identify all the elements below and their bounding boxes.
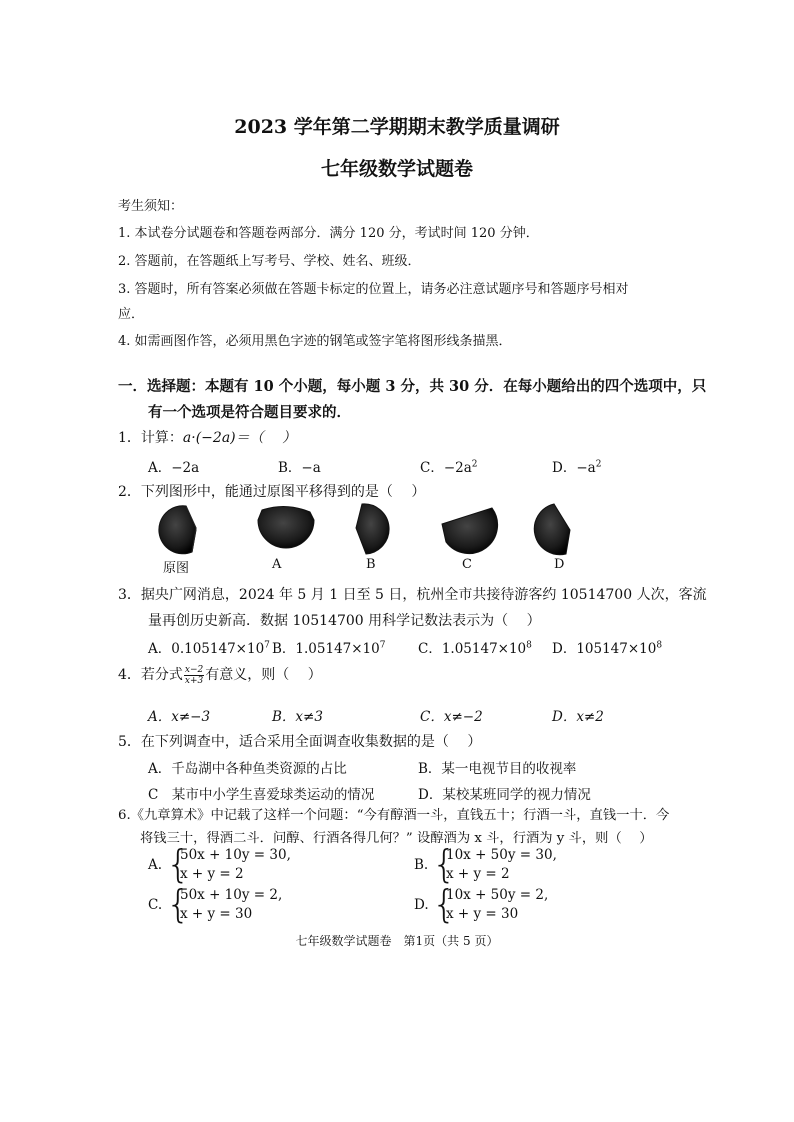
- q3-option-d: D．$105147\times 10^8$: [552, 640, 663, 657]
- notice-heading: 考生须知：: [118, 199, 184, 214]
- question-5-stem: 5．在下列调查中，适合采用全面调查收集数据的是（ ）: [118, 734, 482, 750]
- notice-item: 4. 如需画图作答，必须用黑色字迹的钢笔或签字笔将图形线条描黑．: [118, 334, 512, 349]
- q3-option-c: C．$1.05147\times 10^8$: [418, 640, 532, 657]
- section-heading-cont: 有一个选项是符合题目要求的．: [148, 404, 351, 421]
- notice-item: 应．: [118, 307, 145, 322]
- q6-option-d-eq1: 10x + 50y = 2,: [446, 887, 549, 903]
- q1-option-b: B．−a: [278, 460, 321, 476]
- fraction: $\frac{x-2}{x+3}$: [184, 664, 204, 686]
- q6-option-c-eq2: x + y = 30: [180, 906, 253, 922]
- figure-option-d: [534, 504, 570, 555]
- q1-option-c: C．$-2a^2$: [420, 459, 478, 476]
- section-heading: 一．选择题：本题有 10 个小题，每小题 3 分，共 30 分．在每小题给出的四个选项中，只: [118, 378, 707, 395]
- figure-option-a: [258, 506, 314, 548]
- q5-option-a: A．千岛湖中各种鱼类资源的占比: [148, 761, 347, 777]
- figure-option-c: [442, 508, 498, 554]
- notice-item: 2. 答题前，在答题纸上写考号、学校、姓名、班级．: [118, 254, 421, 269]
- notice-item: 3. 答题时，所有答案必须做在答题卡标定的位置上，请务必注意试题序号和答题序号相对: [118, 282, 629, 297]
- question-2-stem: 2．下列图形中，能通过原图平移得到的是（ ）: [118, 484, 426, 500]
- q6-option-c-label: C.: [148, 897, 163, 913]
- q6-option-b-eq2: x + y = 2: [446, 866, 510, 882]
- figure-label-c: C: [462, 557, 472, 572]
- q4-option-c: C．x≠−2: [420, 709, 483, 725]
- q6-option-a-eq2: x + y = 2: [180, 866, 244, 882]
- brace-icon: {: [432, 882, 457, 926]
- q4-option-d: D．x≠2: [552, 709, 604, 725]
- brace-icon: {: [166, 842, 191, 886]
- q6-option-b-label: B.: [414, 857, 429, 873]
- q1-option-a: A．−2a: [148, 460, 200, 476]
- notice-item: 1. 本试卷分试题卷和答题卷两部分．满分 120 分，考试时间 120 分钟．: [118, 226, 539, 241]
- q5-option-d: D．某校某班同学的视力情况: [418, 787, 591, 803]
- q4-option-b: B．x≠3: [272, 709, 323, 725]
- figure-option-b: [356, 504, 389, 554]
- q5-option-b: B．某一电视节目的收视率: [418, 761, 577, 777]
- q1-option-d: D．$-a^2$: [552, 459, 602, 476]
- q6-option-a-label: A.: [148, 857, 163, 873]
- page-footer: 七年级数学试题卷 第1页（共 5 页）: [295, 934, 499, 948]
- q6-option-a-eq1: 50x + 10y = 30,: [180, 847, 291, 863]
- figure-label-original: 原图: [163, 561, 190, 576]
- q3-option-b: B．$1.05147\times 10^7$: [272, 640, 386, 657]
- brace-icon: {: [432, 842, 457, 886]
- q4-option-a: A．x≠−3: [148, 709, 211, 725]
- exam-title: 2023 学年第二学期期末教学质量调研: [234, 116, 560, 138]
- q6-option-c-eq1: 50x + 10y = 2,: [180, 887, 283, 903]
- question-4-stem: 4．若分式 $\frac{x-2}{x+3}$ 有意义，则（ ）: [118, 664, 322, 686]
- q6-option-d-eq2: x + y = 30: [446, 906, 519, 922]
- brace-icon: {: [166, 882, 191, 926]
- figure-label-b: B: [366, 557, 376, 572]
- question-6-stem-cont: 将钱三十，得酒二斗．问醇、行酒各得几何？” 设醇酒为 x 斗，行酒为 y 斗，则（ ）: [140, 831, 653, 846]
- q5-option-c: C 某市中小学生喜爱球类运动的情况: [148, 787, 375, 803]
- question-3-stem: 3．据央广网消息，2024 年 5 月 1 日至 5 日，杭州全市共接待游客约 10514700 人次，客流: [118, 587, 707, 603]
- q3-option-a: A．$0.105147\times 10^7$: [148, 640, 270, 657]
- q6-option-b-eq1: 10x + 50y = 30,: [446, 847, 557, 863]
- figure-original: [159, 506, 196, 554]
- figure-label-a: A: [272, 557, 282, 572]
- q6-option-d-label: D.: [414, 897, 429, 913]
- question-3-stem-cont: 量再创历史新高．数据 10514700 用科学记数法表示为（ ）: [148, 613, 541, 629]
- question-6-stem: 6.《九章算术》中记载了这样一个问题：“今有醇酒一斗，直钱五十；行酒一斗，直钱一十．今: [118, 808, 670, 823]
- exam-subtitle: 七年级数学试题卷: [320, 158, 473, 180]
- figure-label-d: D: [554, 557, 565, 572]
- question-1-stem: 1．计算：a·(−2a)＝（ ）: [118, 430, 297, 446]
- q2-figures: [140, 498, 600, 560]
